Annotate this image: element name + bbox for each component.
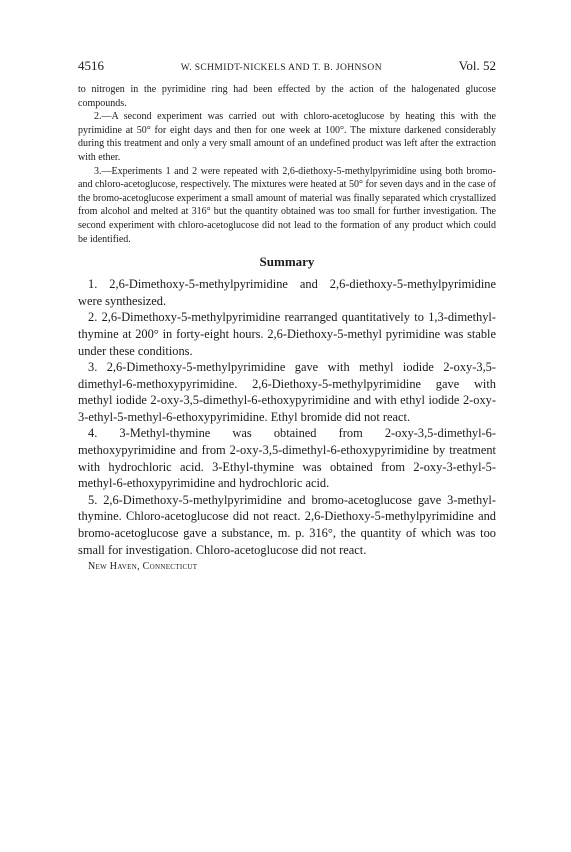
summary-heading: Summary [259,254,315,270]
summary-item: 1. 2,6-Dimethoxy-5-methylpyrimidine and 2,6-diethoxy-5-methylpyrimidine were synthesized. [78,277,496,308]
summary-item: 2. 2,6-Dimethoxy-5-methylpyrimidine rearranged quantitatively to 1,3-dimethyl-thymine at 200° in forty-eight hours. 2,6-Diethoxy-5-methyl pyrimidine was stable under these conditions. [78,310,496,358]
summary-item: 4. 3-Methyl-thymine was obtained from 2-oxy-3,5-dimethyl-6-methoxypyrimidine and from 2-oxy-3,5-dimethyl-6-ethoxypyrimidine by treatment with hydrochloric acid. 3-Ethyl-thymine was obtained from 2-oxy-3-ethyl-5-methyl-6-ethoxypyrimidine and hydrochloric acid. [78,426,496,491]
journal-page [78,58,496,572]
author-location: New Haven, Connecticut [88,561,198,573]
body-paragraph: 3.—Experiments 1 and 2 were repeated with 2,6-diethoxy-5-methylpyrimidine using both bromo- and chloro-acetoglucose, respectively. The mixtures were heated at 50° for seven days and in the case of the bromo-acetoglucose experiment a small amount of material was finally separated which crystallized from alcohol and melted at 316° but the quantity obtained was too small for further investigation. The second experiment with chloro-acetoglucose did not lead to the formation of any product which could be identified. [78,165,496,245]
summary-item: 5. 2,6-Dimethoxy-5-methylpyrimidine and bromo-acetoglucose gave 3-methyl-thymine. Chloro-acetoglucose did not react. 2,6-Diethoxy-5-methylpyrimidine and bromo-acetoglucose gave a substance, m. p. 316°, the quantity of which was too small for investigation. Chloro-acetoglucose did not react. [78,492,496,557]
volume-label: Vol. 52 [458,58,496,73]
summary-item: 3. 2,6-Dimethoxy-5-methylpyrimidine gave with methyl iodide 2-oxy-3,5-dimethyl-6-methoxypyrimidine. 2,6-Diethoxy-5-methylpyrimidine gave with methyl iodide 2-oxy-3,5-dimethyl-6-ethoxypyrimidine and with ethyl iodide 2-oxy-3-ethyl-5-methyl-6-ethoxypyrimidine. Ethyl bromide did not react. [78,360,496,424]
running-head-authors: W. SCHMIDT-NICKELS AND T. B. JOHNSON [180,63,382,73]
page-number: 4516 [78,58,104,73]
body-paragraph: to nitrogen in the pyrimidine ring had been effected by the action of the halogenated glucose compounds. [78,84,496,109]
body-paragraph: 2.—A second experiment was carried out with chloro-acetoglucose by heating this with the pyrimidine at 50° for eight days and then for one week at 100°. The mixture darkened considerably during this treatment and only a very small amount of an undefined product was left after the extraction with ether. [78,111,496,163]
experimental-text [78,83,496,246]
running-head [78,58,496,74]
summary-section [78,276,496,558]
